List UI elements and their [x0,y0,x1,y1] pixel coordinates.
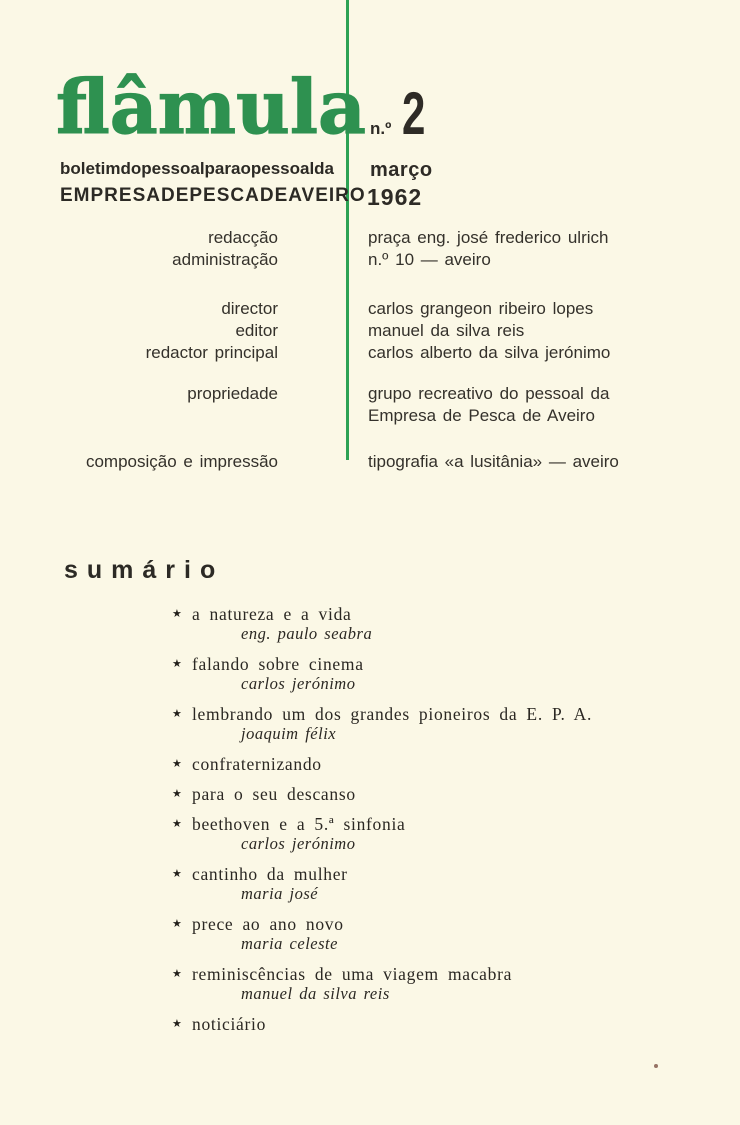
masthead-values [368,383,685,427]
toc-item-author: maria celeste [241,934,338,953]
masthead-value: carlos alberto da silva jerónimo [368,343,611,362]
toc-item-title: beethoven e a 5.ª sinfonia [192,814,406,834]
star-icon: ★ [172,918,182,930]
toc-item-title: a natureza e a vida [192,604,352,624]
masthead-label: editor [235,321,278,340]
masthead-label: composição e impressão [85,452,278,471]
masthead-value: Empresa de Pesca de Aveiro [368,406,595,425]
masthead-value: n.º 10 — aveiro [368,250,491,269]
star-icon: ★ [172,788,182,800]
toc-item-author: eng. paulo seabra [241,624,373,643]
subtitle-word: boletim [60,159,121,178]
issue-month: março [370,159,433,181]
toc-item-title: lembrando um dos grandes pioneiros da E. P. A. [192,704,593,724]
masthead-value: praça eng. josé frederico ulrich [368,228,609,247]
masthead-value: carlos grangeon ribeiro lopes [368,299,594,318]
toc-item [172,604,672,644]
masthead-row-propriedade [60,383,685,427]
masthead-row-redaccao [60,227,685,271]
company-word: DE [160,185,190,206]
toc-item-title: para o seu descanso [192,784,356,804]
masthead-label: redacção [208,228,278,247]
masthead-labels [60,383,278,427]
toc-item [172,754,672,774]
table-of-contents [172,604,672,1044]
subtitle-word: para [204,159,241,178]
issue-year: 1962 [367,184,423,210]
toc-item [172,864,672,904]
masthead-label: director [221,299,278,318]
masthead-values [368,227,685,271]
toc-item-author: carlos jerónimo [241,834,356,853]
company-word: EMPRESA [60,185,161,206]
subtitle-word: da [314,159,335,178]
issue-number-label: n.º [370,119,392,138]
toc-item-author: joaquim félix [241,724,337,743]
masthead-value: tipografia «a lusitânia» — aveiro [368,452,619,471]
toc-item [172,964,672,1004]
masthead-values [368,451,685,473]
toc-item [172,914,672,954]
toc-item [172,814,672,854]
masthead-values [368,298,685,364]
toc-item [172,784,672,804]
scan-artifact-speck [654,1064,658,1068]
company-name-line [60,185,366,207]
toc-item-author: carlos jerónimo [241,674,356,693]
toc-item [172,654,672,694]
company-word: PESCA [189,185,260,206]
star-icon: ★ [172,608,182,620]
publication-logo: flâmula [56,65,366,151]
masthead-value: grupo recreativo do pessoal da [368,384,610,403]
masthead-labels [60,451,278,473]
star-icon: ★ [172,658,182,670]
toc-item [172,704,672,744]
masthead-value: manuel da silva reis [368,321,525,340]
star-icon: ★ [172,818,182,830]
masthead-label: administração [172,250,278,269]
masthead-row-director [60,298,685,364]
company-word: AVEIRO [288,185,366,206]
subtitle-word: pessoal [250,159,315,178]
toc-item-title: reminiscências de uma viagem macabra [192,964,513,984]
subtitle-word: pessoal [141,159,205,178]
toc-item-title: prece ao ano novo [192,914,344,934]
masthead-labels [60,298,278,364]
star-icon: ★ [172,758,182,770]
subtitle-line1 [60,159,335,179]
subtitle-word: do [120,159,142,178]
toc-item-author: manuel da silva reis [241,984,390,1003]
toc-item-author: maria josé [241,884,319,903]
masthead-label: redactor principal [145,343,278,362]
toc-item-title: confraternizando [192,754,322,774]
toc-item-title: falando sobre cinema [192,654,364,674]
toc-item-title: noticiário [192,1014,267,1034]
star-icon: ★ [172,708,182,720]
toc-item-title: cantinho da mulher [192,864,348,884]
masthead-label: propriedade [187,384,278,403]
star-icon: ★ [172,968,182,980]
toc-item [172,1014,672,1034]
masthead-row-impressao [60,451,685,473]
subtitle-word: o [240,159,251,178]
masthead-labels [60,227,278,271]
issue-number: 2 [402,80,426,147]
company-word: DE [259,185,289,206]
masthead-credits [60,227,685,473]
summary-heading: sumário [64,556,225,584]
star-icon: ★ [172,868,182,880]
star-icon: ★ [172,1018,182,1030]
